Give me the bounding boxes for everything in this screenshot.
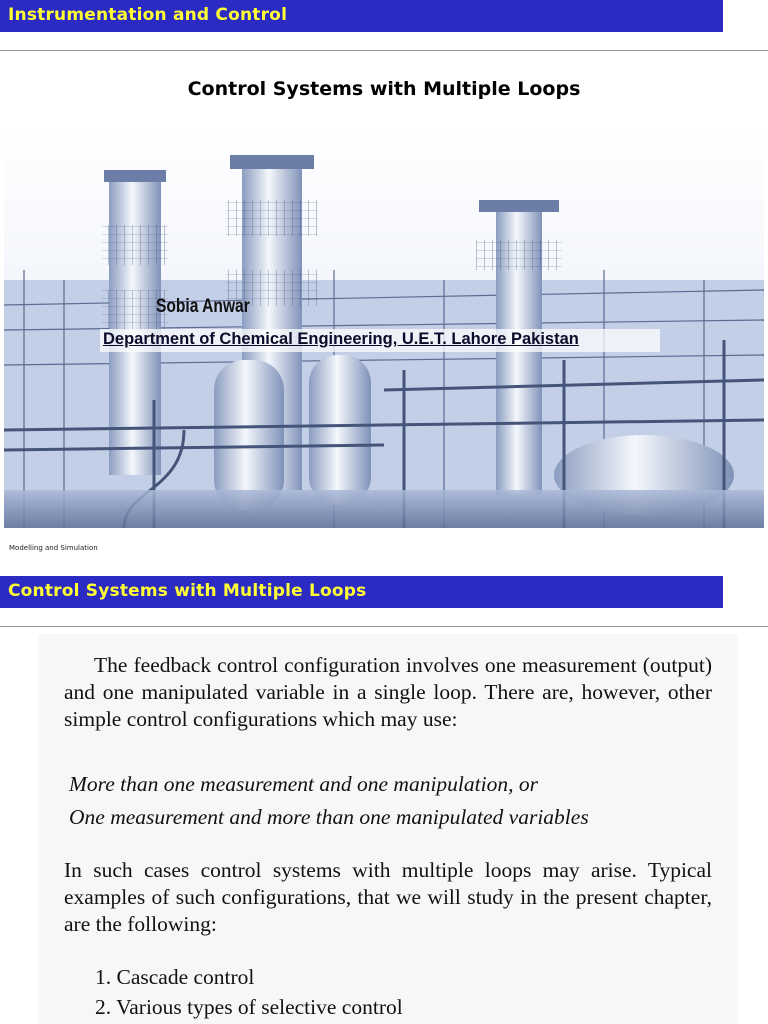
- slide1-header-text: Instrumentation and Control: [8, 5, 288, 25]
- slide1-header-bar: [0, 0, 723, 32]
- department-banner: [100, 329, 660, 352]
- slide1-footer: Modelling and Simulation: [9, 544, 98, 552]
- option-item: One measurement and more than one manipulated variables: [69, 805, 589, 829]
- slide1-divider: [0, 50, 768, 51]
- slide2-divider: [0, 626, 768, 627]
- department-text: Department of Chemical Engineering, U.E.T. Lahore Pakistan: [103, 330, 579, 348]
- scanned-text-block: [38, 634, 738, 1024]
- list-item: 2. Various types of selective control: [95, 995, 403, 1019]
- examples-list: [64, 962, 712, 1022]
- list-item: 1. Cascade control: [95, 965, 255, 989]
- option-item: More than one measurement and one manipulation, or: [69, 772, 538, 796]
- slide2-header-text: Control Systems with Multiple Loops: [8, 581, 367, 601]
- paragraph-intro: The feedback control configuration involves one measurement (output) and one manipulated variable in a single loop. There are, however, other simple control configurations which may use:: [64, 653, 712, 731]
- options-list: [64, 771, 712, 831]
- paragraph-cases: In such cases control systems with multiple loops may arise. Typical examples of such configurations, that we will study in the present chapter, are the following:: [64, 858, 712, 936]
- author-name: Sobia Anwar: [156, 296, 250, 317]
- slide-title: Control Systems with Multiple Loops: [187, 78, 581, 100]
- slide2-header-bar: [0, 576, 723, 608]
